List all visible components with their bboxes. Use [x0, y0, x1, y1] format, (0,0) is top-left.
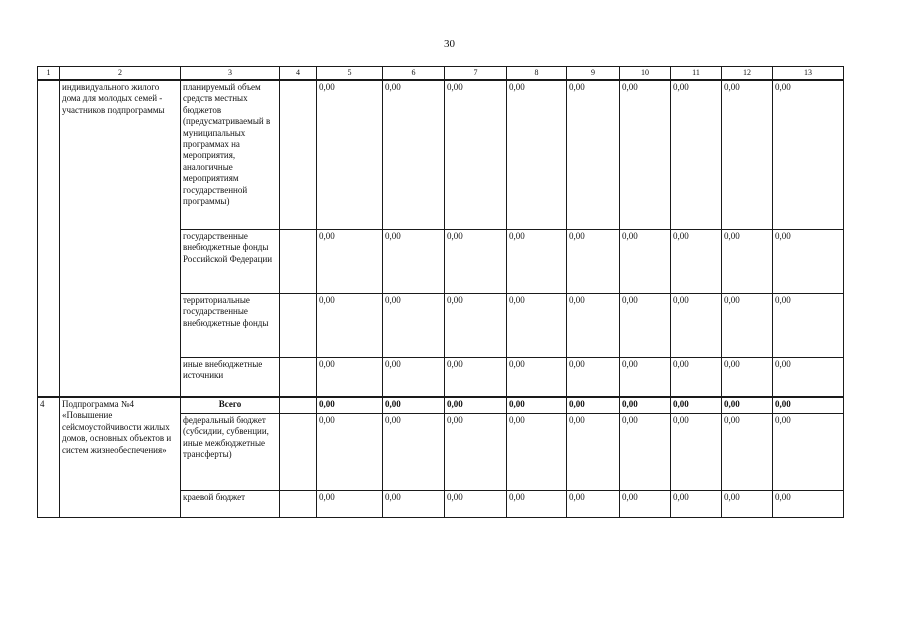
- value-cell: 0,00: [317, 230, 383, 294]
- value-cell: 0,00: [445, 397, 507, 414]
- value-cell: 0,00: [445, 294, 507, 358]
- value-cell: 0,00: [773, 294, 844, 358]
- value-cell: 0,00: [671, 230, 722, 294]
- funding-source: краевой бюджет: [181, 491, 280, 518]
- funding-source: территориальные государственные внебюджетные фонды: [181, 294, 280, 358]
- value-cell: 0,00: [722, 294, 773, 358]
- value-cell: 0,00: [671, 358, 722, 398]
- value-cell: 0,00: [507, 491, 567, 518]
- cell-col4: [280, 414, 317, 491]
- value-cell: 0,00: [567, 80, 620, 230]
- column-number: 11: [671, 67, 722, 81]
- value-cell: 0,00: [773, 397, 844, 414]
- cell-col4: [280, 230, 317, 294]
- cell-col4: [280, 294, 317, 358]
- value-cell: 0,00: [671, 80, 722, 230]
- value-cell: 0,00: [507, 80, 567, 230]
- value-cell: 0,00: [383, 414, 445, 491]
- value-cell: 0,00: [620, 491, 671, 518]
- cell-col4: [280, 397, 317, 414]
- column-number: 8: [507, 67, 567, 81]
- value-cell: 0,00: [773, 491, 844, 518]
- value-cell: 0,00: [671, 491, 722, 518]
- value-cell: 0,00: [383, 80, 445, 230]
- value-cell: 0,00: [567, 294, 620, 358]
- column-number: 10: [620, 67, 671, 81]
- value-cell: 0,00: [620, 414, 671, 491]
- value-cell: 0,00: [383, 358, 445, 398]
- value-cell: 0,00: [722, 491, 773, 518]
- value-cell: 0,00: [445, 414, 507, 491]
- column-number: 7: [445, 67, 507, 81]
- value-cell: 0,00: [317, 358, 383, 398]
- funding-source-total: Всего: [181, 397, 280, 414]
- value-cell: 0,00: [567, 414, 620, 491]
- value-cell: 0,00: [317, 491, 383, 518]
- value-cell: 0,00: [773, 230, 844, 294]
- value-cell: 0,00: [383, 294, 445, 358]
- program-name: Подпрограмма №4 «Повышение сейсмоустойчивости жилых домов, основных объектов и систем жизнеобеспечения»: [60, 397, 181, 518]
- value-cell: 0,00: [317, 397, 383, 414]
- value-cell: 0,00: [445, 80, 507, 230]
- row-number: [38, 80, 60, 397]
- column-number: 2: [60, 67, 181, 81]
- column-number: 12: [722, 67, 773, 81]
- table-row: [38, 80, 844, 230]
- value-cell: 0,00: [317, 294, 383, 358]
- column-number: 1: [38, 67, 60, 81]
- value-cell: 0,00: [567, 491, 620, 518]
- value-cell: 0,00: [507, 294, 567, 358]
- value-cell: 0,00: [567, 397, 620, 414]
- cell-col4: [280, 491, 317, 518]
- value-cell: 0,00: [620, 80, 671, 230]
- column-number: 13: [773, 67, 844, 81]
- page-number: 30: [444, 38, 455, 50]
- value-cell: 0,00: [773, 358, 844, 398]
- value-cell: 0,00: [620, 294, 671, 358]
- column-number: 6: [383, 67, 445, 81]
- cell-col4: [280, 80, 317, 230]
- funding-source: федеральный бюджет (субсидии, субвенции, иные межбюджетные трансферты): [181, 414, 280, 491]
- column-number: 3: [181, 67, 280, 81]
- value-cell: 0,00: [383, 397, 445, 414]
- value-cell: 0,00: [620, 230, 671, 294]
- value-cell: 0,00: [671, 294, 722, 358]
- value-cell: 0,00: [722, 358, 773, 398]
- value-cell: 0,00: [722, 80, 773, 230]
- budget-table: [37, 66, 844, 518]
- value-cell: 0,00: [507, 414, 567, 491]
- value-cell: 0,00: [722, 230, 773, 294]
- value-cell: 0,00: [383, 491, 445, 518]
- value-cell: 0,00: [722, 397, 773, 414]
- cell-col4: [280, 358, 317, 398]
- value-cell: 0,00: [671, 414, 722, 491]
- program-name: индивидуального жилого дома для молодых семей - участников подпрограммы: [60, 80, 181, 397]
- value-cell: 0,00: [620, 358, 671, 398]
- value-cell: 0,00: [445, 230, 507, 294]
- column-number: 5: [317, 67, 383, 81]
- value-cell: 0,00: [445, 491, 507, 518]
- value-cell: 0,00: [383, 230, 445, 294]
- value-cell: 0,00: [445, 358, 507, 398]
- value-cell: 0,00: [722, 414, 773, 491]
- value-cell: 0,00: [507, 230, 567, 294]
- value-cell: 0,00: [620, 397, 671, 414]
- value-cell: 0,00: [773, 80, 844, 230]
- value-cell: 0,00: [671, 397, 722, 414]
- value-cell: 0,00: [567, 358, 620, 398]
- value-cell: 0,00: [317, 80, 383, 230]
- value-cell: 0,00: [773, 414, 844, 491]
- value-cell: 0,00: [507, 397, 567, 414]
- row-number: 4: [38, 397, 60, 518]
- value-cell: 0,00: [567, 230, 620, 294]
- value-cell: 0,00: [507, 358, 567, 398]
- funding-source: государственные внебюджетные фонды Российской Федерации: [181, 230, 280, 294]
- column-number: 4: [280, 67, 317, 81]
- column-number-row: [38, 67, 844, 81]
- value-cell: 0,00: [317, 414, 383, 491]
- funding-source: планируемый объем средств местных бюджетов (предусматриваемый в муниципальных программах на мероприятия, аналогичные мероприятиям государственной программы): [181, 80, 280, 230]
- table-row: [38, 397, 844, 414]
- column-number: 9: [567, 67, 620, 81]
- funding-source: иные внебюджетные источники: [181, 358, 280, 398]
